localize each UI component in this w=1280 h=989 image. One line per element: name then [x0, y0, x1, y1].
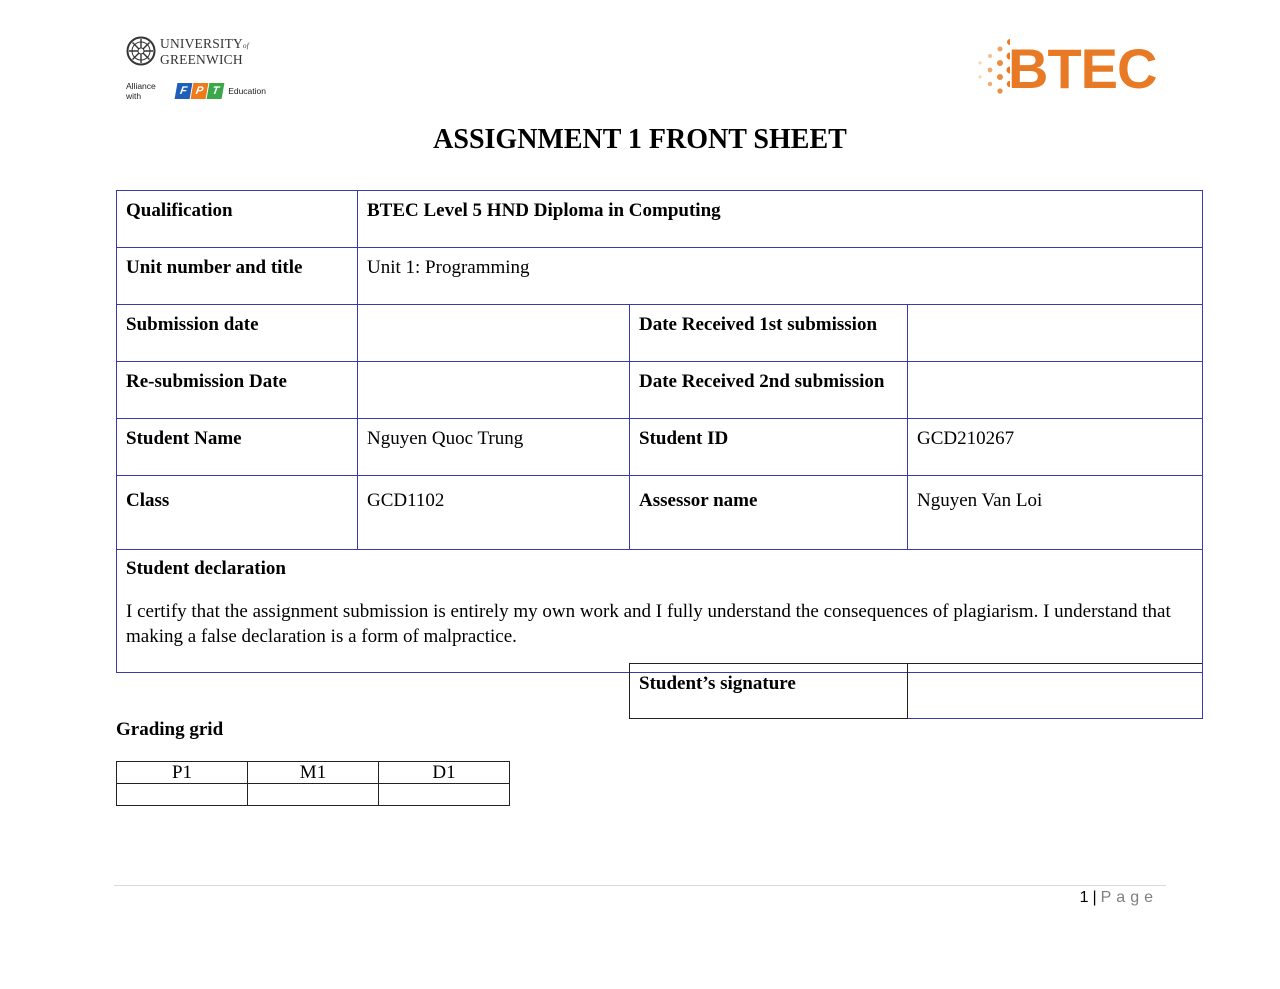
- date-received-2nd-label: Date Received 2nd submission: [630, 362, 908, 419]
- grade-value-d1[interactable]: [379, 784, 510, 806]
- qualification-value: BTEC Level 5 HND Diploma in Computing: [358, 191, 1203, 248]
- fpt-logo: [176, 83, 224, 99]
- date-received-1st-value[interactable]: [908, 305, 1203, 362]
- student-id-label: Student ID: [630, 419, 908, 476]
- page-number: [1080, 889, 1158, 907]
- fpt-letter-f: F: [175, 83, 193, 99]
- declaration-text: I certify that the assignment submission is entirely my own work and I fully understand the consequences of plagiarism. I understand that making a false declaration is a form of malpractice.: [126, 601, 1171, 647]
- submission-date-value[interactable]: [358, 305, 630, 362]
- date-received-2nd-value[interactable]: [908, 362, 1203, 419]
- grading-header-row: [117, 762, 510, 784]
- row-class: [117, 476, 1203, 550]
- unit-label: Unit number and title: [117, 248, 358, 305]
- grade-header-m1: M1: [248, 762, 379, 784]
- front-sheet-table: [116, 190, 1203, 673]
- grading-grid-table: [116, 761, 510, 806]
- declaration-cell: [117, 550, 1203, 673]
- resubmission-date-value[interactable]: [358, 362, 630, 419]
- row-student-name: [117, 419, 1203, 476]
- fpt-letter-p: P: [191, 83, 209, 99]
- page-number-value: 1: [1079, 889, 1089, 906]
- row-declaration: [117, 550, 1203, 673]
- page-word: Page: [1100, 889, 1158, 906]
- student-name-value: Nguyen Quoc Trung: [358, 419, 630, 476]
- row-resubmission-date: [117, 362, 1203, 419]
- btec-wordmark: BTEC: [1008, 37, 1157, 100]
- page-title: ASSIGNMENT 1 FRONT SHEET: [433, 124, 847, 155]
- university-of-greenwich-logo: [126, 36, 266, 100]
- signature-label: Student’s signature: [630, 664, 908, 719]
- assessor-label: Assessor name: [630, 476, 908, 550]
- declaration-title: Student declaration: [126, 558, 286, 579]
- university-line2: GREENWICH: [160, 51, 243, 67]
- row-qualification: [117, 191, 1203, 248]
- fpt-letter-t: T: [207, 83, 225, 99]
- grade-value-m1[interactable]: [248, 784, 379, 806]
- grade-header-p1: P1: [117, 762, 248, 784]
- student-name-label: Student Name: [117, 419, 358, 476]
- qualification-label: Qualification: [117, 191, 358, 248]
- grade-header-d1: D1: [379, 762, 510, 784]
- university-of: of: [243, 41, 249, 50]
- btec-logo: [970, 36, 1170, 98]
- grading-grid-title: Grading grid: [116, 719, 224, 740]
- alliance-suffix: Education: [228, 86, 266, 96]
- compass-seal-icon: [126, 36, 156, 66]
- class-value: GCD1102: [358, 476, 630, 550]
- signature-table: [629, 663, 1203, 719]
- alliance-with-fpt: [126, 81, 266, 101]
- alliance-prefix: Alliance with: [126, 81, 156, 101]
- row-unit: [117, 248, 1203, 305]
- row-submission-date: [117, 305, 1203, 362]
- university-line1: UNIVERSITY: [160, 35, 243, 51]
- submission-date-label: Submission date: [117, 305, 358, 362]
- grading-value-row: [117, 784, 510, 806]
- date-received-1st-label: Date Received 1st submission: [630, 305, 908, 362]
- assessor-value: Nguyen Van Loi: [908, 476, 1203, 550]
- resubmission-date-label: Re-submission Date: [117, 362, 358, 419]
- page-separator: |: [1092, 889, 1097, 906]
- class-label: Class: [117, 476, 358, 550]
- grade-value-p1[interactable]: [117, 784, 248, 806]
- signature-field[interactable]: [908, 664, 1203, 719]
- student-id-value: GCD210267: [908, 419, 1203, 476]
- footer-divider: [114, 885, 1166, 886]
- dots-decoration-icon: [970, 36, 1010, 98]
- unit-value: Unit 1: Programming: [358, 248, 1203, 305]
